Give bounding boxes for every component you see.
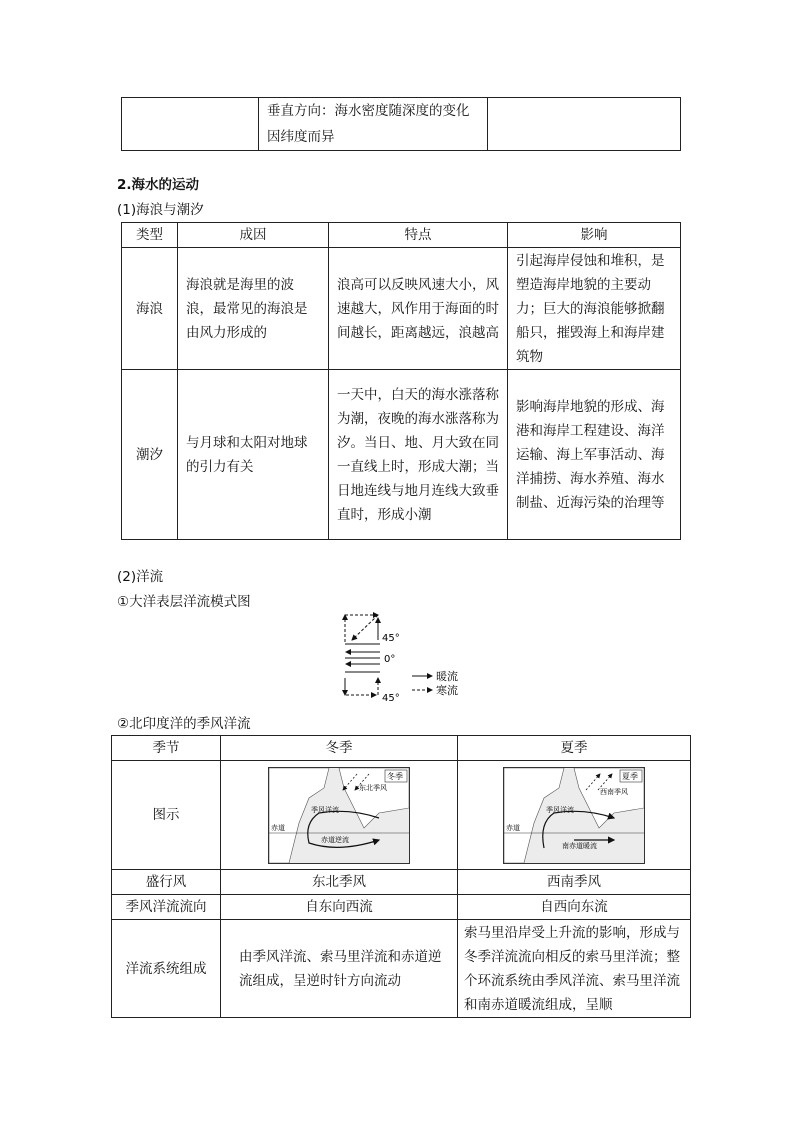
lat-north-label: 45° (382, 633, 400, 644)
subsection-waves-title: (1)海浪与潮汐 (117, 202, 204, 218)
ocean-current-svg (340, 610, 480, 705)
waves-header-cause: 成因 (178, 223, 329, 248)
tides-row-feature: 一天中，白天的海水涨落称为潮，夜晚的海水涨落称为汐。当日、地、月大致在同一直线上时，形成大潮；当日地连线与地月连线大致垂直时，形成小潮 (329, 370, 508, 540)
legend-warm-label: 暖流 (436, 670, 458, 683)
waves-row-type: 海浪 (122, 248, 178, 370)
waves-table (121, 222, 681, 540)
monsoon-header-season: 季节 (112, 736, 221, 761)
winter-map-cell (221, 761, 458, 870)
monsoon-row-system-summer: 索马里沿岸受上升流的影响，形成与冬季洋流流向相反的索马里洋流；整个环流系统由季风洋流、索马里洋流和南赤道暖流组成，呈顺 (458, 920, 691, 1018)
summer-current1-label: 季风洋流 (546, 805, 574, 814)
winter-current2-label: 赤道逆流 (321, 835, 349, 844)
monsoon-table (111, 735, 691, 1018)
winter-season-tag: 冬季 (387, 771, 403, 781)
ocean-current-model-diagram (340, 610, 480, 705)
monsoon-row-system-label: 洋流系统组成 (112, 920, 221, 1018)
waves-row-feature: 浪高可以反映风速大小，风速越大，风作用于海面的时间越长，距离越远，浪越高 (329, 248, 508, 370)
tides-row-cause: 与月球和太阳对地球的引力有关 (178, 370, 329, 540)
winter-map-svg (269, 768, 409, 863)
lat-south-label: 45° (382, 693, 400, 704)
cold-current-arrow (352, 615, 378, 640)
item-ocean-model-title: ①大洋表层洋流模式图 (117, 594, 251, 610)
summer-season-tag: 夏季 (622, 771, 638, 781)
winter-wind-label: 东北季风 (359, 783, 387, 792)
summer-map-cell (458, 761, 691, 870)
monsoon-row-map-label: 图示 (112, 761, 221, 870)
tides-row-impact: 影响海岸地貌的形成、海港和海岸工程建设、海洋运输、海上军事活动、海洋捕捞、海水养殖、海水制盐、近海污染的治理等 (508, 370, 681, 540)
summer-map-svg (504, 768, 644, 863)
monsoon-header-winter: 冬季 (221, 736, 458, 761)
monsoon-row-wind-summer: 西南季风 (458, 870, 691, 895)
legend-cold-label: 寒流 (436, 684, 458, 697)
waves-header-feature: 特点 (329, 223, 508, 248)
top-table-cell-empty-2 (488, 98, 681, 151)
tides-row-type: 潮汐 (122, 370, 178, 540)
monsoon-row-wind-winter: 东北季风 (221, 870, 458, 895)
winter-equator-label: 赤道 (271, 823, 285, 832)
top-table-cell-empty-1 (122, 98, 259, 151)
waves-row-cause: 海浪就是海里的波浪，最常见的海浪是由风力形成的 (178, 248, 329, 370)
winter-map (268, 767, 410, 864)
summer-wind-label: 西南季风 (600, 787, 628, 796)
monsoon-row-system-winter: 由季风洋流、索马里洋流和赤道逆流组成，呈逆时针方向流动 (221, 920, 458, 1018)
summer-current2-label: 南赤道暖流 (562, 841, 597, 850)
item-monsoon-title: ②北印度洋的季风洋流 (117, 716, 251, 732)
winter-current1-label: 季风洋流 (311, 805, 339, 814)
subsection-currents-title: (2)洋流 (117, 569, 164, 585)
top-table-cell-text: 垂直方向：海水密度随深度的变化因纬度而异 (259, 98, 488, 151)
section-title: 2.海水的运动 (117, 177, 200, 193)
waves-header-type: 类型 (122, 223, 178, 248)
top-table (121, 97, 681, 151)
monsoon-row-direction-summer: 自西向东流 (458, 895, 691, 920)
monsoon-row-direction-winter: 自东向西流 (221, 895, 458, 920)
monsoon-header-summer: 夏季 (458, 736, 691, 761)
waves-row-impact: 引起海岸侵蚀和堆积，是塑造海岸地貌的主要动力；巨大的海浪能够掀翻船只，摧毁海上和海岸建筑物 (508, 248, 681, 370)
summer-map (503, 767, 645, 864)
monsoon-row-wind-label: 盛行风 (112, 870, 221, 895)
monsoon-row-direction-label: 季风洋流流向 (112, 895, 221, 920)
summer-equator-label: 赤道 (506, 823, 520, 832)
lat-equator-label: 0° (384, 654, 396, 665)
waves-header-impact: 影响 (508, 223, 681, 248)
